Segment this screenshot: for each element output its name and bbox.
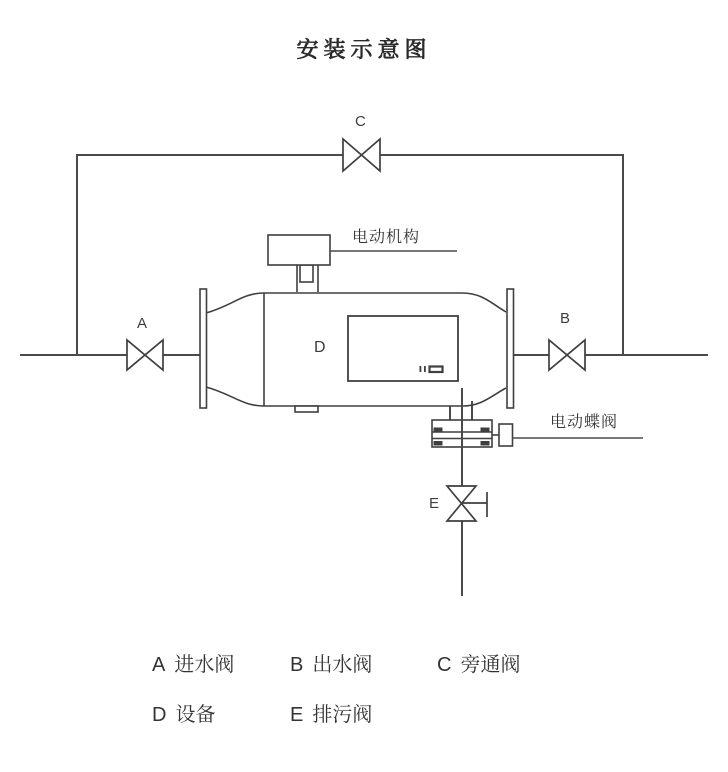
vessel-bottom-boss [295, 406, 318, 412]
marker-d: D [314, 339, 326, 356]
marker-c: C [355, 113, 366, 130]
legend-key-e: E [290, 704, 304, 726]
bypass-pipe [77, 155, 623, 355]
legend-item-d [152, 705, 215, 725]
panel-display [430, 367, 443, 373]
legend-key-d: D [152, 704, 167, 726]
valve-c-symbol [343, 139, 380, 171]
marker-b: B [560, 310, 571, 327]
legend-key-b: B [290, 654, 304, 676]
actuator-neck-inner [300, 265, 313, 282]
vessel-top-outline [206, 293, 506, 313]
marker-e: E [429, 495, 440, 512]
vessel [200, 235, 514, 412]
legend-item-e [290, 705, 372, 725]
legend-item-c [437, 655, 520, 675]
legend-item-b [290, 655, 372, 675]
valve-symbols [127, 139, 585, 521]
label-electric-butterfly-valve: 电动蝶阀 [550, 414, 619, 431]
legend-label-e: 排污阀 [312, 704, 373, 726]
valve-a-symbol [127, 340, 163, 370]
panel-indicator-1 [420, 366, 422, 372]
legend-label-c: 旁通阀 [460, 654, 521, 676]
butterfly-actuator-box [499, 424, 513, 446]
valve-b-symbol [549, 340, 585, 370]
panel-indicator-2 [424, 366, 426, 372]
page-title: 安装示意图 [296, 37, 432, 62]
legend-label-d: 设备 [175, 704, 216, 726]
electric-actuator-box [268, 235, 330, 265]
legend-label-a: 进水阀 [174, 654, 235, 676]
marker-a: A [137, 315, 148, 332]
vessel-left-flange [200, 289, 207, 408]
legend-item-a [152, 655, 234, 675]
vessel-right-flange [507, 289, 514, 408]
pipe-lines [20, 155, 708, 596]
legend-key-a: A [152, 654, 166, 676]
legend-label-b: 出水阀 [312, 654, 373, 676]
leader-lines [330, 251, 643, 438]
legend-key-c: C [437, 654, 452, 676]
label-electric-actuator: 电动机构 [352, 229, 421, 246]
butterfly-valve-assembly [432, 420, 513, 447]
